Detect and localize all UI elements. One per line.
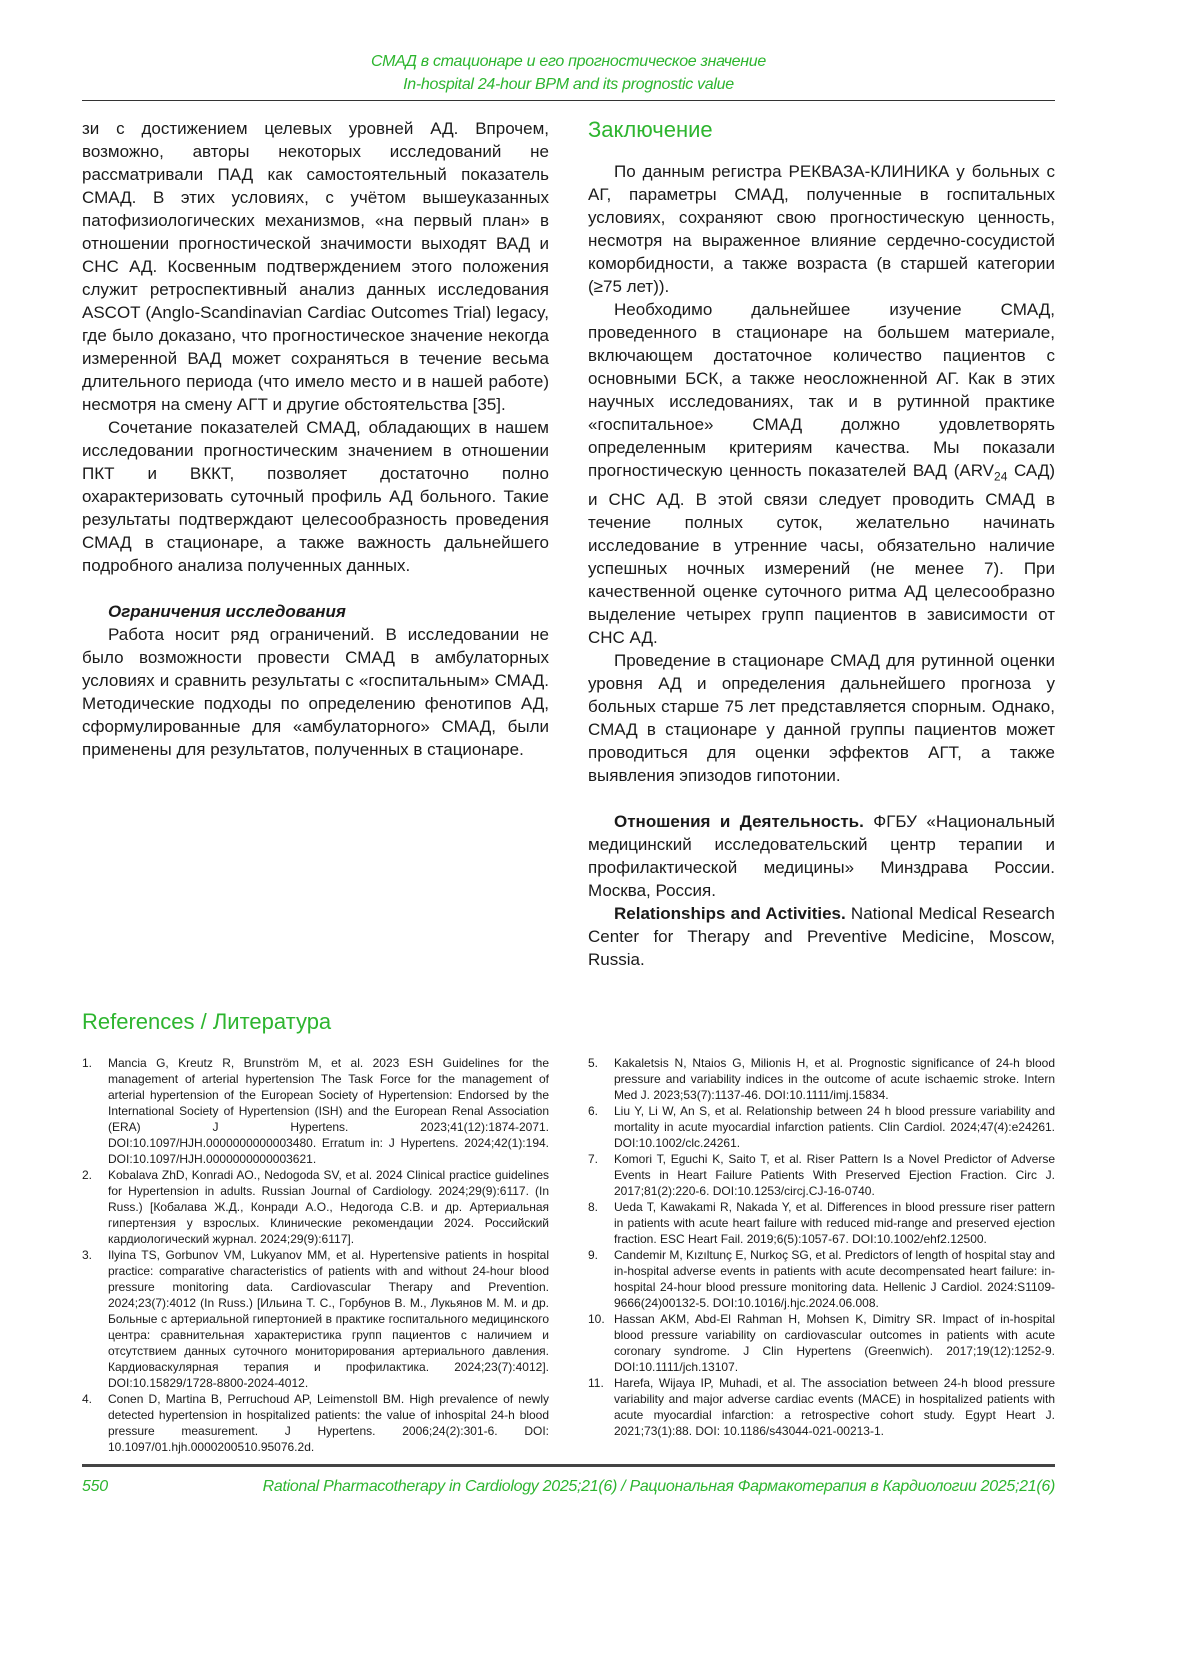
limitations-heading: Ограничения исследования	[108, 602, 346, 621]
references-heading: References / Литература	[82, 1009, 332, 1034]
reference-item: 5. Kakaletsis N, Ntaios G, Milionis H, et al. Prognostic significance of 24-h blood pressure and variability indices in the outcome of acute ischaemic stroke. Intern Med J. 2023;53(7):1137-46. DOI:10.1111/imj.15834.	[588, 1056, 1055, 1102]
relations-en: Relationships and Activities. National Medical Research Center for Therapy and Preventive Medicine, Moscow, Russia.	[588, 904, 1055, 970]
paragraph: Сочетание показателей СМАД, обладающих в нашем исследовании прогностическим значением в отношении ПКТ и ВККТ, позволяет достаточно полно охарактеризовать суточный профиль АД больного. Такие результаты подтверждают целесообразность проведения СМАД в стационаре, а также важность дальнейшего подробного анализа полученных данных.	[82, 418, 549, 575]
paragraph: Необходимо дальнейшее изучение СМАД, проведенного в стационаре на большем материале, включающем достаточное количество пациентов с основными БСК, а также неосложненной АГ. Как в этих научных исследованиях, так и в рутинной практике «госпитальное» СМАД должно удовлетворять определенным критериям качества. Мы показали прогностическую ценность показателей ВАД ($ARV_{24}$ САД) и СНС АД. В этой связи следует проводить СМАД в течение полных суток, желательно начинать исследование в утренние часы, обязательно наличие успешных ночных измерений (не менее 7). При качественной оценке суточного ритма АД целесообразно выделение четырех групп пациентов в зависимости от СНС АД.	[588, 300, 1055, 648]
paragraph: Проведение в стационаре СМАД для рутинной оценки уровня АД и определения дальнейшего прогноза у больных старше 75 лет представляется спорным. Однако, СМАД в стационаре у данной группы пациентов может проводиться для оценки эффектов АГТ, а также выявления эпизодов гипотонии.	[588, 651, 1055, 786]
running-header-ru: СМАД в стационаре и его прогностическое значение	[371, 53, 766, 70]
left-column	[82, 117, 549, 761]
references-list-right	[588, 1055, 1055, 1439]
reference-item: 1. Mancia G, Kreutz R, Brunström M, et al. 2023 ESH Guidelines for the management of arterial hypertension The Task Force for the management of arterial hypertension of the European Society of Hypertension: Endorsed by the International Society of Hypertension (ISH) and the European Renal Association (ERA) J Hypertens. 2023;41(12):1874-2071. DOI:10.1097/HJH.0000000000003480. Erratum in: J Hypertens. 2024;42(1):194. DOI:10.1097/HJH.0000000000003621.	[82, 1056, 549, 1166]
limitations-paragraph: Работа носит ряд ограничений. В исследовании не было возможности провести СМАД в амбулаторных условиях и сравнить результаты с «госпитальным» СМАД. Методические подходы по определению фенотипов АД, сформулированные для «амбулаторного» СМАД, были применены для результатов, полученных в стационаре.	[82, 625, 549, 759]
reference-item: 10. Hassan AKM, Abd-El Rahman H, Mohsen K, Dimitry SR. Impact of in-hospital blood pressure variability on cardiovascular outcomes in patients with acute coronary syndrome. J Clin Hypertens (Greenwich). 2017;19(12):1252-9. DOI:10.1111/jch.13107.	[588, 1312, 1055, 1374]
running-header-en: In-hospital 24-hour BPM and its prognostic value	[403, 76, 734, 93]
reference-item: 9. Candemir M, Kızıltunç E, Nurkoç SG, et al. Predictors of length of hospital stay and in-hospital adverse events in patients with acute decompensated heart failure: in-hospital 24-hour blood pressure monitoring data. Hellenic J Cardiol. 2024:S1109-9666(24)00132-5. DOI:10.1016/j.hjc.2024.06.008.	[588, 1248, 1055, 1310]
references-list-left	[82, 1055, 549, 1455]
right-column	[588, 117, 1055, 971]
running-header	[82, 50, 1055, 96]
paragraph: По данным регистра РЕКВАЗА-КЛИНИКА у больных с АГ, параметры СМАД, полученные в госпитальных условиях, сохраняют свою прогностическую ценность, несмотря на выраженное влияние сердечно-сосудистой коморбидности, а также возраста (в старшей категории (≥75 лет)).	[588, 162, 1055, 296]
reference-item: 11. Harefa, Wijaya IP, Muhadi, et al. The association between 24-h blood pressure variability and major adverse cardiac events (MACE) in hospitalized patients with acute myocardial infarction: a retrospective cohort study. Egypt Heart J. 2021;73(1):88. DOI: 10.1186/s43044-021-00213-1.	[588, 1376, 1055, 1438]
reference-item: 8. Ueda T, Kawakami R, Nakada Y, et al. Differences in blood pressure riser pattern in patients with acute heart failure with reduced mid-range and preserved ejection fraction. ESC Heart Fail. 2019;6(5):1057-67. DOI:10.1002/ehf2.12500.	[588, 1200, 1055, 1246]
conclusion-heading: Заключение	[588, 117, 713, 142]
reference-item: 2. Kobalava ZhD, Konradi AO., Nedogoda SV, et al. 2024 Clinical practice guidelines for Hypertension in adults. Russian Journal of Cardiology. 2024;29(9):6117. (In Russ.) [Кобалава Ж.Д., Конради А.О., Недогода С.В. и др. Артериальная гипертензия у взрослых. Клинические рекомендации 2024. Российский кардиологический журнал. 2024;29(9):6117].	[82, 1168, 549, 1246]
reference-item: 7. Komori T, Eguchi K, Saito T, et al. Riser Pattern Is a Novel Predictor of Adverse Events in Heart Failure Patients With Preserved Ejection Fraction. Circ J. 2017;81(2):220-6. DOI:10.1253/circj.CJ-16-0740.	[588, 1152, 1055, 1198]
footer-divider	[82, 1464, 1055, 1467]
journal-citation: Rational Pharmacotherapy in Cardiology 2025;21(6) / Рациональная Фармакотерапия в Кардиологии 2025;21(6)	[262, 1478, 1055, 1495]
reference-item: 4. Conen D, Martina B, Perruchoud AP, Leimenstoll BM. High prevalence of newly detected hypertension in hospitalized patients: the value of inhospital 24-h blood pressure measurement. J Hypertens. 2006;24(2):301-6. DOI: 10.1097/01.hjh.0000200510.95076.2d.	[82, 1392, 549, 1454]
relations-ru: Отношения и Деятельность. ФГБУ «Национальный медицинский исследовательский центр терапии и профилактической медицины» Минздрава России. Москва, Россия.	[588, 812, 1055, 901]
header-divider	[82, 100, 1055, 101]
reference-item: 6. Liu Y, Li W, An S, et al. Relationship between 24 h blood pressure variability and mortality in acute myocardial infarction patients. Clin Cardiol. 2024;47(4):e24261. DOI:10.1002/clc.24261.	[588, 1104, 1055, 1150]
reference-item: 3. Ilyina TS, Gorbunov VM, Lukyanov MM, et al. Hypertensive patients in hospital practice: comparative characteristics of patients with and without 24-hour blood pressure monitoring data. Cardiovascular Therapy and Prevention. 2024;23(7):4012 (In Russ.) [Ильина Т. С., Горбунов В. М., Лукьянов М. М. и др. Больные с артериальной гипертонией в практике госпитального медицинского центра: сравнительная характеристика групп пациентов с наличием и отсутствием данных суточного мониторирования артериального давления. Кардиоваскулярная терапия и профилактика. 2024;23(7):4012]. DOI:10.15829/1728-8800-2024-4012.	[82, 1248, 549, 1390]
page-number: 550	[82, 1478, 108, 1495]
paragraph: зи с достижением целевых уровней АД. Впрочем, возможно, авторы некоторых исследований не рассматривали ПАД как самостоятельный показатель СМАД. В этих условиях, с учётом вышеуказанных патофизиологических механизмов, «на первый план» в отношении прогностической значимости выходят ВАД и СНС АД. Косвенным подтверждением этого положения служит ретроспективный анализ данных исследования ASCOT (Anglo-Scandinavian Cardiac Outcomes Trial) legacy, где было доказано, что прогностическое значение некогда измеренной ВАД может сохраняться в течение весьма длительного периода (что имело место и в нашей работе) несмотря на смену АГТ и другие обстоятельства [35].	[82, 119, 549, 414]
